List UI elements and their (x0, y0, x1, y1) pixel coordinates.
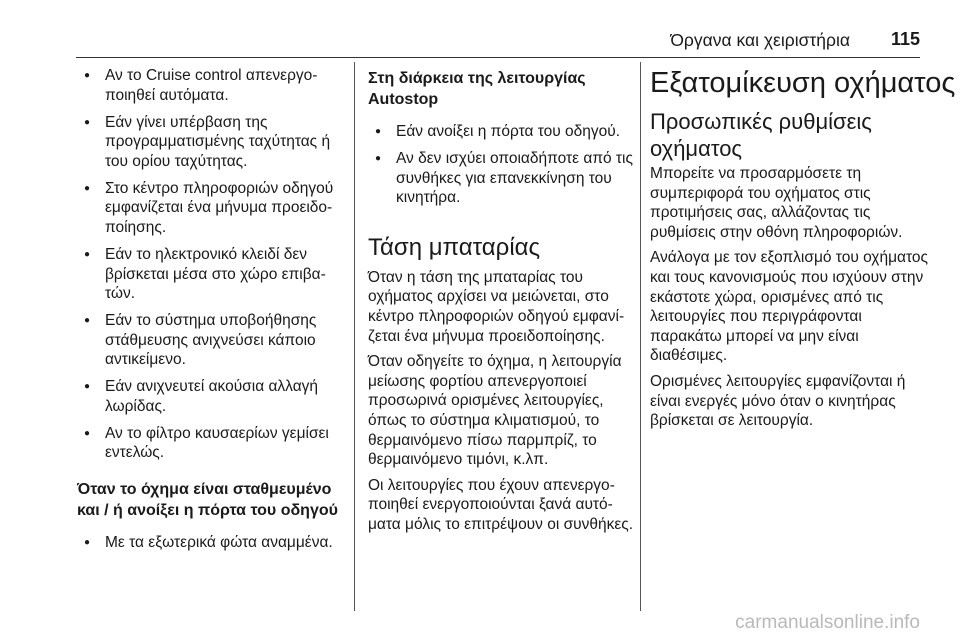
list-item: ● Εάν το σύστημα υποβοήθησης στάθμευσης ανιχνεύσει κάποιο αντικείμενο. (77, 311, 345, 370)
column-right (650, 66, 956, 437)
paragraph: Ανάλογα με τον εξοπλισμό του οχήματος και τους κανονισμούς που ισχύουν στην εκάστοτε χώρα, ορισμένες από τις λειτουργίες που περιγράφονται παρακάτω μπορεί να μην είναι διαθέσιμες. (650, 249, 928, 365)
paragraph: Όταν οδηγείτε το όχημα, η λειτουργία μείωσης φορτίου απενεργοποιεί προσωρινά ορισμένες λειτουργίες, όπως το σύστημα κλιματισμού, το θερμαινόμενο πίσω παρμπρίζ, το θερμαινόμενο τιμόνι, κ.λπ. (368, 353, 622, 469)
paragraph: Μπορείτε να προσαρμόσετε τη συμπεριφορά του οχήματος στις προτιμήσεις σας, αλλάζοντας τις ρυθμίσεις στην οθόνη πληροφοριών. (650, 165, 903, 241)
list-item: ● Εάν γίνει υπέρβαση της προγραμματισμένης ταχύτητας ή του ορίου ταχύτητας. (77, 113, 345, 172)
page-header (0, 0, 960, 58)
heading-battery-voltage: Τάση μπαταρίας (368, 233, 541, 261)
list-item: ● Αν το Cruise control απενεργοποιηθεί αυτόματα. (77, 66, 345, 105)
watermark: carmanualsonline.info (735, 612, 920, 633)
bullet-list-parked (77, 533, 345, 553)
list-item: ● Εάν ανοίξει η πόρτα του οδηγού. (368, 122, 636, 142)
list-item: ● Στο κέντρο πληροφοριών οδηγού εμφανίζεται ένα μήνυμα προειδοποίησης. (77, 179, 345, 238)
column-divider-1 (354, 62, 355, 611)
paragraph: Ορισμένες λειτουργίες εμφανίζονται ή είναι ενεργές μόνο όταν ο κινητήρας βρίσκεται σε λειτουργία. (650, 372, 906, 430)
subheading-autostop: Στη διάρκεια της λειτουργίας Autostop (368, 70, 586, 108)
column-divider-2 (640, 62, 641, 611)
bullet-list-conditions (77, 66, 345, 463)
chapter-title: Όργανα και χειριστήρια (670, 30, 850, 50)
heading-vehicle-personalization: Εξατομίκευση οχήματος (650, 67, 956, 99)
column-middle (368, 66, 636, 540)
list-item: ● Με τα εξωτερικά φώτα αναμμένα. (77, 533, 345, 553)
paragraph: Όταν η τάση της μπαταρίας του οχήματος αρχίσει να μειώνεται, στο κέντρο πληροφοριών οδηγού εμφανίζεται ένα μήνυμα προειδοποίησης. (368, 268, 625, 345)
list-item: ● Αν δεν ισχύει οποιαδήποτε από τις συνθήκες για επανεκκίνηση του κινητήρα. (368, 149, 636, 208)
list-item: ● Εάν ανιχνευτεί ακούσια αλλαγή λωρίδας. (77, 377, 345, 416)
paragraph: Οι λειτουργίες που έχουν απενεργοποιηθεί ενεργοποιούνται ξανά αυτόματα μόλις το επιτρέψουν οι συνθήκες. (368, 476, 634, 533)
bullet-list-autostop (368, 122, 636, 208)
subheading-parked: Όταν το όχημα είναι σταθμευμένο και / ή ανοίξει η πόρτα του οδηγού (77, 481, 338, 520)
page-number: 115 (890, 29, 920, 49)
list-item: ● Αν το φίλτρο καυσαερίων γεμίσει εντελώς. (77, 424, 345, 463)
list-item: ● Εάν το ηλεκτρονικό κλειδί δεν βρίσκεται μέσα στο χώρο επιβατών. (77, 245, 345, 304)
subheading-personal-settings: Προσωπικές ρυθμίσεις οχήματος (650, 109, 872, 161)
column-left (77, 66, 345, 560)
header-rule (76, 57, 920, 58)
